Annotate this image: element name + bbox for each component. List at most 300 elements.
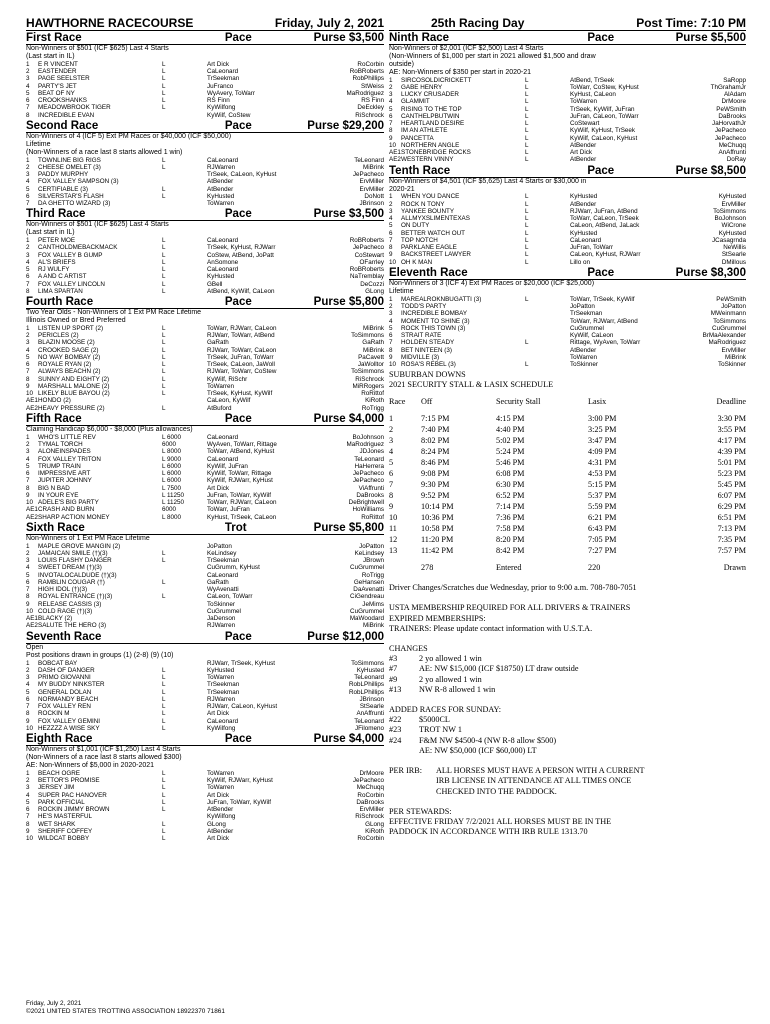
trainer-name: RiSchrock xyxy=(355,375,384,383)
entry-note: L xyxy=(525,127,529,135)
horse-name: JUPITER JOHNNY xyxy=(38,477,92,485)
horse-name: RJ WULFY xyxy=(38,266,70,274)
change-item-number: #3 xyxy=(389,654,398,664)
driver-name: Art Dick xyxy=(207,710,230,718)
post-position: 7 xyxy=(26,280,30,288)
schedule-row xyxy=(389,468,746,479)
trainer-name: RiSchrock xyxy=(355,813,384,821)
entry-row xyxy=(26,325,384,332)
driver-name: CaLeonard xyxy=(207,433,239,441)
schedule-cell: 11 xyxy=(389,524,397,534)
post-position: 1 xyxy=(389,295,393,303)
schedule-cell: 6:51 PM xyxy=(717,513,746,523)
post-position: 2 xyxy=(26,68,30,76)
driver-name: TrSeekman xyxy=(207,75,240,83)
entry-note: L xyxy=(525,105,529,113)
horse-name: PERICLES (2) xyxy=(38,332,79,340)
entry-row xyxy=(26,390,384,397)
race-purse: Purse $5,500 xyxy=(675,32,746,44)
schedule-cell: 4:31 PM xyxy=(588,458,617,468)
irb-note-label: PER IRB: xyxy=(389,766,422,776)
race-conditions: Claiming Handicap $6,000 - $8,000 (Plus allowances) xyxy=(26,425,193,433)
change-item-text: AE: NW $15,000 (ICF $18750) LT draw outside xyxy=(419,664,579,674)
driver-name: CaLeon, ToWarr xyxy=(207,593,253,601)
horse-name: MAREALROKNBUGATTI (3) xyxy=(401,295,482,303)
trainer-name: KiRoth xyxy=(365,397,384,405)
entry-row xyxy=(389,259,746,266)
driver-name: ToWarr, RJWarr, CaLeon xyxy=(207,324,277,332)
post-position: 2 xyxy=(26,332,30,340)
trainer-name: DeEckley xyxy=(357,104,384,112)
change-item-number: #13 xyxy=(389,684,402,694)
entry-note xyxy=(525,332,570,339)
horse-name: SHERIFF COFFEY xyxy=(38,827,93,835)
schedule-cell: 8:20 PM xyxy=(496,535,525,545)
entry-row xyxy=(389,156,746,163)
post-position: 7 xyxy=(26,813,30,821)
trainer-name: JePacheco xyxy=(714,127,746,135)
trainer-name: KeLindsey xyxy=(354,549,384,557)
race-purse: Purse $8,300 xyxy=(675,266,746,279)
post-position: AE2 xyxy=(26,404,38,412)
entry-row xyxy=(389,222,746,229)
schedule-cell: 5:46 PM xyxy=(496,458,525,468)
schedule-cell: 7:27 PM xyxy=(588,546,617,556)
post-position: 1 xyxy=(26,659,30,667)
entry-row xyxy=(26,499,384,506)
entry-list xyxy=(26,770,384,843)
entry-row xyxy=(26,376,384,383)
trainer-name: JePacheco xyxy=(352,777,384,784)
entry-note: L xyxy=(162,75,166,83)
post-position: 5 xyxy=(26,688,30,696)
schedule-cell: 7 xyxy=(389,480,394,490)
entry-note: L xyxy=(525,207,529,215)
trainer-name: ToSimmons xyxy=(713,317,746,325)
post-position: 7 xyxy=(26,104,30,112)
post-position: 6 xyxy=(26,273,30,281)
entry-note: L xyxy=(162,361,166,369)
post-position: AE1 xyxy=(26,397,38,405)
horse-name: PANCETTA xyxy=(401,134,434,142)
post-position: 6 xyxy=(26,695,30,703)
horse-name: NO WAY BOMBAY (2) xyxy=(38,353,101,361)
entry-note: L xyxy=(162,390,166,398)
post-position: 8 xyxy=(389,346,393,354)
post-position: 5 xyxy=(389,222,393,230)
driver-name: ToWarr, TrSeek, KyWilf xyxy=(570,295,635,303)
driver-name: TrSeek, CaLeon, KyHust xyxy=(207,171,277,179)
driver-name: RJWarren xyxy=(207,163,236,171)
entry-note: L xyxy=(525,236,529,244)
entry-note: L xyxy=(162,353,166,361)
post-position: 2 xyxy=(26,777,30,784)
driver-name: ToWarr, JuFran xyxy=(207,506,250,514)
horse-name: GENERAL DOLAN xyxy=(38,688,92,696)
schedule-header-cell: Race xyxy=(389,397,406,407)
entry-list xyxy=(26,61,384,119)
post-position: 10 xyxy=(389,141,397,149)
horse-name: RELEASE CASSIS (3) xyxy=(38,600,102,608)
post-position: 4 xyxy=(26,791,30,799)
driver-name: KyHusted xyxy=(207,273,235,281)
entry-row xyxy=(26,470,384,477)
trainer-name: ErvMiller xyxy=(721,200,746,208)
race-title-bar xyxy=(26,522,384,535)
entry-note: L xyxy=(525,98,529,106)
entry-row xyxy=(26,97,384,104)
entry-row xyxy=(389,98,746,105)
driver-name: KyWilf, KyHust, TrSeek xyxy=(570,127,636,135)
footer-date: Friday, July 2, 2021 xyxy=(26,1000,82,1007)
driver-name: CoStewart xyxy=(570,120,600,128)
entry-note xyxy=(525,347,570,354)
horse-name: TOWNLINE BIG RIGS xyxy=(38,156,101,164)
entry-note: L xyxy=(162,339,166,347)
driver-name: CaLeon, KyWilf xyxy=(207,397,251,405)
race-title-bar xyxy=(26,296,384,309)
entry-note: L xyxy=(525,149,529,157)
post-position: 6 xyxy=(26,97,30,105)
race-title-bar xyxy=(26,733,384,746)
horse-name: PARKLANE EAGLE xyxy=(401,244,457,252)
horse-name: CROOKED SAGE (2) xyxy=(38,346,99,354)
schedule-total-cell: 278 xyxy=(421,563,434,573)
entry-row xyxy=(26,696,384,703)
driver-name: KyHust, CaLeon xyxy=(570,91,616,99)
driver-name: ToSkinner xyxy=(570,361,599,368)
schedule-cell: 3:30 PM xyxy=(717,414,746,424)
entry-note: L xyxy=(525,251,529,259)
trainer-name: DrMoore xyxy=(721,98,746,106)
horse-name: BEACH OGRE xyxy=(38,769,80,777)
trainer-name: MaRodriguez xyxy=(346,89,384,97)
driver-name: RJWarren xyxy=(207,695,236,703)
driver-name: JuFran, ToWarr xyxy=(570,244,614,252)
race-title: Eighth Race xyxy=(26,733,93,746)
race-gait: Pace xyxy=(224,208,252,221)
horse-name: INCREDIBLE EVAN xyxy=(38,111,95,119)
driver-name: TrSeek, KyHust, RJWarr xyxy=(207,244,276,252)
trainer-name: RoTrigg xyxy=(361,404,384,412)
schedule-cell: 11:42 PM xyxy=(421,546,454,556)
schedule-cell: 4:15 PM xyxy=(496,414,525,424)
trainer-name: DaBrooks xyxy=(356,798,384,806)
horse-name: NORTHERN ANGLE xyxy=(401,141,460,149)
driver-name: CaLeon, AtBend, JaLack xyxy=(570,222,640,230)
suburban-notice xyxy=(389,370,746,837)
horse-name: E R VINCENT xyxy=(38,60,78,68)
trainer-name: RoCorbin xyxy=(357,791,384,799)
schedule-cell: 5:23 PM xyxy=(717,469,746,479)
schedule-cell: 5:37 PM xyxy=(588,491,617,501)
entry-note xyxy=(525,325,570,332)
schedule-cell: 4 xyxy=(389,447,394,457)
entry-row xyxy=(26,83,384,90)
driver-name: GaRath xyxy=(207,339,229,347)
horse-name: ON DUTY xyxy=(401,222,430,230)
post-position: AE2 xyxy=(26,513,38,521)
driver-name: KyWilfong xyxy=(207,813,236,821)
trainer-name: JePacheco xyxy=(714,134,746,142)
trainer-name: MiBrink xyxy=(363,622,384,630)
post-position: 7 xyxy=(389,236,393,244)
entry-note: L xyxy=(525,141,529,149)
horse-name: FOX VALLEY REN xyxy=(38,703,91,711)
post-position: 2 xyxy=(26,441,30,449)
entry-row xyxy=(389,208,746,215)
post-position: 3 xyxy=(26,448,30,456)
horse-name: RAMBLIN COUGAR (†) xyxy=(38,578,105,586)
trainer-name: HoWilliams xyxy=(352,506,384,514)
trainer-name: MiBrink xyxy=(363,163,384,171)
post-position: 4 xyxy=(26,82,30,90)
driver-name: JuFran, CaLeon, ToWarr xyxy=(570,112,639,120)
post-position: 2 xyxy=(26,244,30,252)
right-header xyxy=(389,15,746,31)
entry-note: L xyxy=(162,258,166,266)
entry-row xyxy=(389,332,746,339)
schedule-cell: 5:15 PM xyxy=(588,480,617,490)
entry-note: L xyxy=(162,244,166,252)
race-title: Fifth Race xyxy=(26,412,82,425)
race-block xyxy=(26,522,384,630)
entry-note: L xyxy=(162,784,166,792)
entry-row xyxy=(389,193,746,200)
post-position: AE1 xyxy=(26,506,38,514)
driver-name: KyWilf, RJWarr, KyHust xyxy=(207,777,273,784)
race-purse: Purse $5,800 xyxy=(313,521,385,534)
entry-row xyxy=(26,681,384,688)
post-position: AE1 xyxy=(389,149,401,157)
driver-name: ToWarr, CaLeon, TrSeek xyxy=(570,215,639,223)
trainer-name: KyHusted xyxy=(718,193,746,201)
driver-name: KyWilf, CaLeon xyxy=(570,332,614,339)
schedule-cell: 6:30 PM xyxy=(496,480,525,490)
horse-name: BETTER WATCH OUT xyxy=(401,229,466,237)
horse-name: HEAVY PRESSURE (2) xyxy=(38,404,105,412)
horse-name: CRASH AND BURN xyxy=(38,506,95,514)
entry-note xyxy=(162,615,207,622)
entry-row xyxy=(389,303,746,310)
post-position: 8 xyxy=(26,287,30,295)
schedule-row xyxy=(389,446,746,457)
entry-note: L 11250 xyxy=(162,491,185,499)
horse-name: IN YOUR EYE xyxy=(38,491,79,499)
entry-note: L xyxy=(525,244,529,252)
schedule-cell: 1 xyxy=(389,414,394,424)
race-gait: Pace xyxy=(224,412,252,425)
entry-row xyxy=(26,164,384,171)
driver-name: ToSkinner xyxy=(207,600,236,608)
trainer-name: ErvMiller xyxy=(359,185,384,193)
race-title: Sixth Race xyxy=(26,521,85,534)
trainer-name: KyHusted xyxy=(718,229,746,237)
added-race xyxy=(389,736,746,746)
trainer-name: RoTrigg xyxy=(361,571,384,579)
entry-note: L 6000 xyxy=(162,433,182,441)
added-race xyxy=(389,746,746,756)
race-title: Second Race xyxy=(26,119,99,132)
schedule-cell: 7:35 PM xyxy=(717,535,746,545)
horse-name: PAGE SEELSTER xyxy=(38,75,90,83)
entry-note: L xyxy=(162,777,166,784)
schedule-cell: 6 xyxy=(389,469,394,479)
entry-row xyxy=(26,281,384,288)
post-position: 3 xyxy=(26,674,30,682)
driver-name: AtBender xyxy=(570,141,597,149)
trainer-name: CiGendreau xyxy=(350,593,384,601)
post-position: 5 xyxy=(389,105,393,113)
entry-row xyxy=(26,434,384,441)
entry-note: L xyxy=(162,104,166,112)
entry-row xyxy=(389,361,746,368)
post-position: 4 xyxy=(389,215,393,223)
entry-note: L xyxy=(162,382,166,390)
entry-row xyxy=(26,514,384,521)
horse-name: ALLMYXSLIMENTEXAS xyxy=(401,215,470,223)
entry-note: L xyxy=(525,222,529,230)
trainer-name: DoRay xyxy=(726,156,746,164)
post-position: 1 xyxy=(26,324,30,332)
trainer-name: DaBrooks xyxy=(718,112,746,120)
right-column xyxy=(389,15,746,837)
entry-row xyxy=(26,506,384,513)
schedule-cell: 10:58 PM xyxy=(421,524,454,534)
race-title-bar xyxy=(26,413,384,426)
post-position: 4 xyxy=(26,346,30,354)
post-position: 3 xyxy=(389,310,393,318)
race-title-bar xyxy=(26,120,384,133)
schedule-row xyxy=(389,512,746,523)
horse-name: NORMANDY BEACH xyxy=(38,695,99,703)
entry-note: L xyxy=(162,404,166,412)
horse-name: MY BUDDY NINKSTER xyxy=(38,681,105,689)
entry-note xyxy=(162,601,207,608)
post-position: 5 xyxy=(26,798,30,806)
race-block xyxy=(389,165,746,266)
schedule-cell: 5:59 PM xyxy=(588,502,617,512)
trainer-name: ThGrahamJr xyxy=(710,83,746,91)
added-race xyxy=(389,725,746,735)
driver-name: KyHusted xyxy=(207,666,235,674)
driver-name: ToWarr, AtBend, KyHust xyxy=(207,448,275,456)
entry-row xyxy=(26,186,384,193)
schedule-header-cell: Lasix xyxy=(588,397,607,407)
post-position: 7 xyxy=(26,703,30,711)
post-position: 5 xyxy=(26,266,30,274)
schedule-table xyxy=(389,396,746,573)
schedule-title: 2021 SECURITY STALL & LASIX SCHEDULE xyxy=(389,380,554,390)
entry-row xyxy=(26,777,384,784)
added-races-list xyxy=(389,715,746,756)
driver-name: CaLeonard xyxy=(207,455,239,463)
trainer-name: JaWolltor xyxy=(357,361,384,369)
schedule-cell: 6:43 PM xyxy=(588,524,617,534)
footer-copyright: ©2021 UNITED STATES TROTTING ASSOCIATION 18922370 71861 xyxy=(26,1008,225,1015)
driver-name: CoStew, AtBend, JoPatt xyxy=(207,251,274,259)
schedule-cell: 4:40 PM xyxy=(496,425,525,435)
entry-note: L xyxy=(162,557,166,565)
schedule-cell: 4:17 PM xyxy=(717,436,746,446)
trainer-name: AlAdam xyxy=(723,91,746,99)
entry-row xyxy=(389,149,746,156)
entry-row xyxy=(26,383,384,390)
schedule-cell: 5:01 PM xyxy=(717,458,746,468)
entry-row xyxy=(26,784,384,791)
horse-name: TODD'S PARTY xyxy=(401,303,447,310)
added-race-number: #22 xyxy=(389,715,402,725)
driver-name: AtBender xyxy=(570,200,597,208)
race-conditions: Two Year Olds - Non-Winners of 1 Ext PM Race Lifetime Illinois Owned or Bred Preferred xyxy=(26,309,202,324)
driver-name: CaLeon, KyHust, RJWarr xyxy=(570,251,641,259)
trainer-name: JDJones xyxy=(359,448,384,456)
entry-row xyxy=(26,579,384,586)
entry-row xyxy=(26,178,384,185)
race-purse: Purse $4,000 xyxy=(313,733,385,746)
post-position: 10 xyxy=(389,258,397,266)
driver-name: Art Dick xyxy=(570,149,593,157)
trainer-name: BoJohnson xyxy=(714,215,746,223)
post-position: 9 xyxy=(26,600,30,608)
entry-note xyxy=(525,303,570,310)
entry-row xyxy=(26,75,384,82)
trainer-name: CuGrummel xyxy=(350,607,384,615)
trainer-name: ToSimmons xyxy=(713,207,746,215)
entry-row xyxy=(389,77,746,84)
entry-note: L xyxy=(162,287,166,295)
entry-row xyxy=(26,703,384,710)
entry-note: L xyxy=(525,112,529,120)
driver-name: KyWilfong xyxy=(207,104,236,112)
driver-name: CaLeonard xyxy=(207,156,239,164)
horse-name: JERSEY JIM xyxy=(38,784,75,792)
horse-name: HONDO (2) xyxy=(38,397,71,405)
post-position: 8 xyxy=(26,484,30,492)
post-position: 6 xyxy=(389,229,393,237)
driver-name: KyWilf, CoStew xyxy=(207,111,251,119)
post-position: AE2 xyxy=(26,622,38,630)
trainer-name: MeChuqq xyxy=(718,141,746,149)
entry-row xyxy=(26,586,384,593)
horse-name: ROCK N TONY xyxy=(401,200,445,208)
entry-row xyxy=(26,441,384,448)
entry-list xyxy=(26,157,384,208)
driver-name: JoPatton xyxy=(570,303,595,310)
schedule-cell: 9 xyxy=(389,502,394,512)
horse-name: LIKELY BLUE BAYOU (2) xyxy=(38,390,110,398)
entry-row xyxy=(26,61,384,68)
driver-name: JuFran, ToWarr, KyWilf xyxy=(207,491,272,499)
schedule-cell: 5:45 PM xyxy=(717,480,746,490)
driver-name: Art Dick xyxy=(207,835,230,842)
entry-note: L 6000 xyxy=(162,477,182,485)
entry-note: L xyxy=(525,339,529,347)
trainer-name: RS Finn xyxy=(361,97,384,105)
entry-note: L xyxy=(525,83,529,91)
trainer-name: DaAvenatti xyxy=(353,586,384,594)
horse-name: BEAT OF NY xyxy=(38,89,75,97)
race-block xyxy=(26,120,384,207)
schedule-cell: 5 xyxy=(389,458,394,468)
entry-note xyxy=(162,622,207,629)
entry-row xyxy=(389,142,746,149)
entry-row xyxy=(26,835,384,842)
entry-note: L xyxy=(162,674,166,682)
race-purse: Purse $3,500 xyxy=(313,32,385,44)
entry-note: L xyxy=(525,361,529,368)
entry-note: L xyxy=(162,185,166,193)
